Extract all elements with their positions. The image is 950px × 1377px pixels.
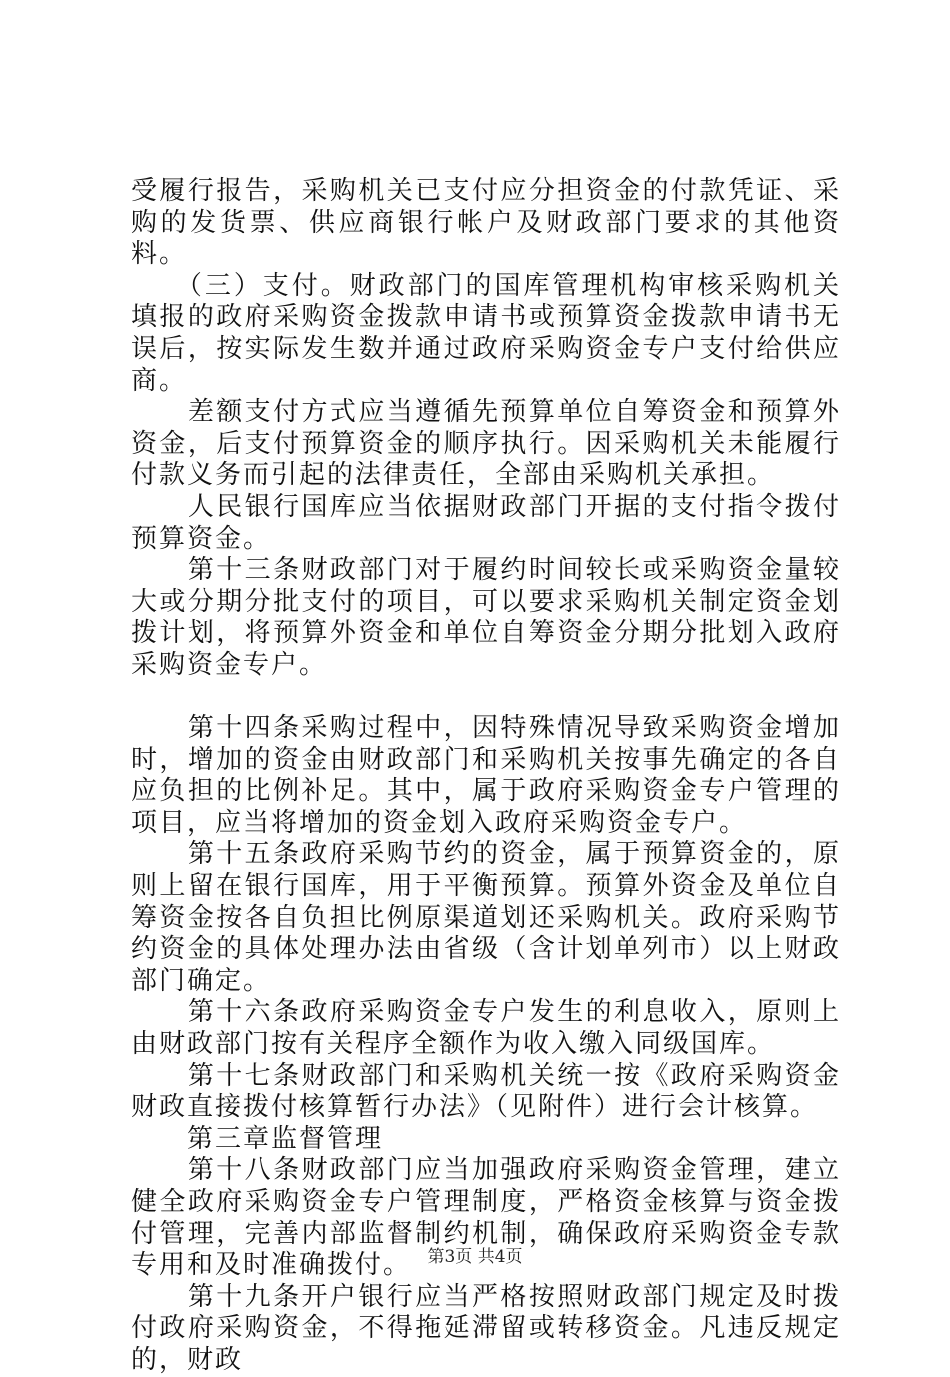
page-number-footer: 第3页 共4页 [427, 1247, 523, 1267]
paragraph-differential-payment: 差额支付方式应当遵循先预算单位自筹资金和预算外资金，后支付预算资金的顺序执行。因采购机关未能履行付款义务而引起的法律责任，全部由采购机关承担。 [131, 397, 841, 491]
chapter-heading: 第三章监督管理 [131, 1123, 384, 1154]
paragraph-treasury: 人民银行国库应当依据财政部门开据的支付指令拨付预算资金。 [131, 491, 841, 554]
paragraph-continuation: 受履行报告，采购机关已支付应分担资金的付款凭证、采购的发货票、供应商银行帐户及财政部门要求的其他资料。 [131, 176, 841, 270]
paragraph-article-19: 第十九条开户银行应当严格按照财政部门规定及时拨付政府采购资金，不得拖延滞留或转移资金。凡违反规定的，财政 [131, 1281, 841, 1375]
paragraph-payment: （三）支付。财政部门的国库管理机构审核采购机关填报的政府采购资金拨款申请书或预算资金拨款申请书无误后，按实际发生数并通过政府采购资金专户支付给供应商。 [131, 270, 841, 396]
paragraph-article-18: 第十八条财政部门应当加强政府采购资金管理，建立健全政府采购资金专户管理制度，严格资金核算与资金拨付管理，完善内部监督制约机制，确保政府采购资金专款专用和及时准确拨付。 [131, 1155, 841, 1281]
paragraph-article-17: 第十七条财政部门和采购机关统一按《政府采购资金财政直接拨付核算暂行办法》（见附件）进行会计核算。 [131, 1060, 841, 1123]
paragraph-gap [131, 682, 841, 714]
paragraph-article-13: 第十三条财政部门对于履约时间较长或采购资金量较大或分期分批支付的项目，可以要求采购机关制定资金划拨计划，将预算外资金和单位自筹资金分期分批划入政府采购资金专户。 [131, 555, 841, 680]
paragraph-article-15: 第十五条政府采购节约的资金，属于预算资金的，原则上留在银行国库，用于平衡预算。预算外资金及单位自筹资金按各自负担比例原渠道划还采购机关。政府采购节约资金的具体处理办法由省级（含计划单列市）以上财政部门确定。 [131, 839, 841, 996]
document-body [131, 176, 841, 1377]
paragraph-article-14: 第十四条采购过程中，因特殊情况导致采购资金增加时，增加的资金由财政部门和采购机关按事先确定的各自应负担的比例补足。其中，属于政府采购资金专户管理的项目，应当将增加的资金划入政府采购资金专户。 [131, 713, 841, 838]
paragraph-article-16: 第十六条政府采购资金专户发生的利息收入，原则上由财政部门按有关程序全额作为收入缴入同级国库。 [131, 997, 841, 1060]
